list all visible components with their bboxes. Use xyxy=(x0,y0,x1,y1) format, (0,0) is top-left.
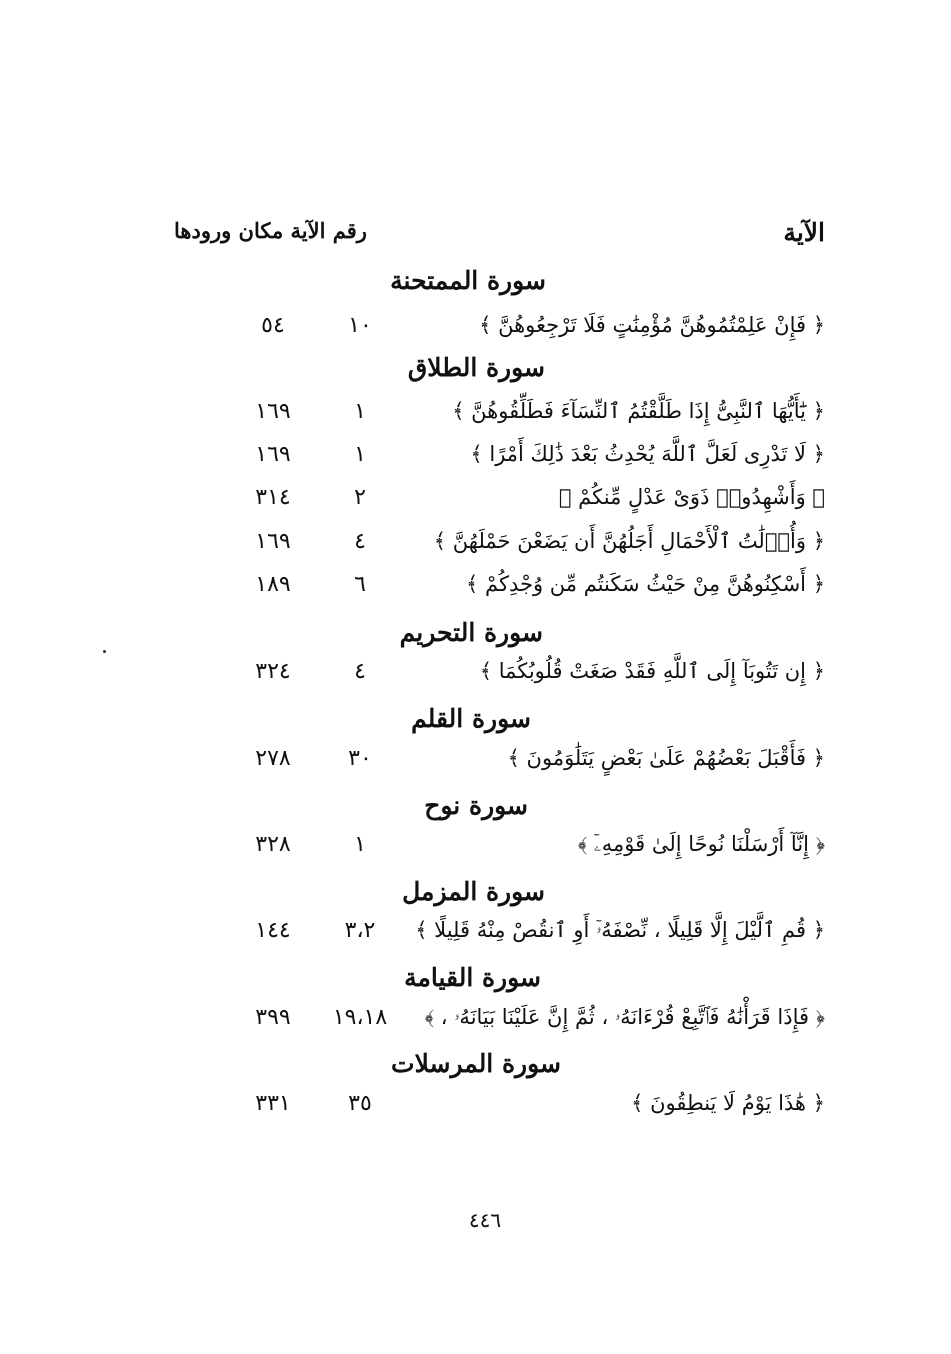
page-reference: ١٨٩ xyxy=(255,572,291,597)
page-reference: ٢٧٨ xyxy=(255,746,291,771)
page-reference: ٣٢٨ xyxy=(255,832,291,857)
verse-text: ﴿ يَٰٓأَيُّهَا ٱلنَّبِىُّ إِذَا طَلَّقْتُمُ ٱلنِّسَآءَ فَطَلِّقُوهُنَّ ﴾ xyxy=(452,399,825,423)
page-reference: ١٤٤ xyxy=(255,918,291,943)
page-number: ٤٤٦ xyxy=(468,1208,502,1232)
verse-text: ﴿ لَا تَدْرِى لَعَلَّ ٱللَّهَ يُحْدِثُ بَعْدَ ذَٰلِكَ أَمْرًا ﴾ xyxy=(470,442,825,466)
verse-text: ﴿ فَأَقْبَلَ بَعْضُهُمْ عَلَىٰ بَعْضٍ يَتَلَٰوَمُونَ ﴾ xyxy=(507,746,825,770)
ayah-number: ١ xyxy=(354,832,366,857)
column-header-ayah: الآية xyxy=(783,218,825,247)
surah-heading: سورة القيامة xyxy=(404,963,541,992)
ayah-number: ١ xyxy=(354,399,366,424)
page-reference: ٥٤ xyxy=(261,313,285,338)
page-reference: ٣١٤ xyxy=(255,485,291,510)
ayah-number: ٢ xyxy=(354,485,366,510)
verse-text: ﴿ قُمِ ٱلَّيْلَ إِلَّا قَلِيلًا ، نِّصْفَهُۥٓ أَوِ ٱنقُصْ مِنْهُ قَلِيلًا ﴾ xyxy=(415,918,825,942)
page-reference: ٣٢٤ xyxy=(255,659,291,684)
verse-text: ﴿ وَأُو۟لَٰتُ ٱلْأَحْمَالِ أَجَلُهُنَّ أَن يَضَعْنَ حَمْلَهُنَّ ﴾ xyxy=(433,529,825,553)
surah-heading: سورة الممتحنة xyxy=(390,266,546,295)
surah-heading: سورة المزمل xyxy=(402,877,545,906)
ayah-number: ٣٠ xyxy=(348,746,372,771)
ayah-number: ١٩،١٨ xyxy=(332,1005,388,1030)
verse-text: ﴿ فَإِذَا قَرَأْنَٰهُ فَٱتَّبِعْ قُرْءَانَهُۥ ، ثُمَّ إِنَّ عَلَيْنَا بَيَانَهُۥ ، ﴾ xyxy=(424,1005,825,1029)
verse-text: ﴿ إِن تَتُوبَآ إِلَى ٱللَّهِ فَقَدْ صَغَتْ قُلُوبُكُمَا ﴾ xyxy=(479,659,825,683)
surah-heading: سورة المرسلات xyxy=(391,1049,561,1078)
surah-heading: سورة نوح xyxy=(424,791,528,820)
page-reference: ٣٣١ xyxy=(255,1091,291,1116)
page-reference: ١٦٩ xyxy=(255,399,291,424)
surah-heading: سورة التحريم xyxy=(399,618,543,647)
ayah-number: ٣٥ xyxy=(348,1091,372,1116)
page-reference: ٣٩٩ xyxy=(255,1005,291,1030)
ayah-number: ١ xyxy=(354,442,366,467)
ayah-number: ٤ xyxy=(354,659,366,684)
page-reference: ١٦٩ xyxy=(255,529,291,554)
ayah-number: ٤ xyxy=(354,529,366,554)
surah-heading: سورة الطلاق xyxy=(407,353,545,382)
verse-text: ﴿ إِنَّآ أَرْسَلْنَا نُوحًا إِلَىٰ قَوْمِهِۦٓ ﴾ xyxy=(577,832,825,856)
verse-text: ﴿ فَإِنْ عَلِمْتُمُوهُنَّ مُؤْمِنَٰتٍ فَلَا تَرْجِعُوهُنَّ ﴾ xyxy=(479,313,825,337)
verse-text: ﴿ هَٰذَا يَوْمُ لَا يَنطِقُونَ ﴾ xyxy=(631,1091,825,1115)
column-header-ref: رقم الآية مكان ورودها xyxy=(174,218,367,243)
ayah-number: ٣،٢ xyxy=(344,918,376,943)
surah-heading: سورة القلم xyxy=(411,704,531,733)
ayah-number: ١٠ xyxy=(348,313,372,338)
verse-text: ﴿ أَسْكِنُوهُنَّ مِنْ حَيْثُ سَكَنتُم مِّن وُجْدِكُمْ ﴾ xyxy=(466,572,825,596)
verse-text: ﴿ وَأَشْهِدُوا۟ ذَوَىْ عَدْلٍ مِّنكُمْ ﴾ xyxy=(558,485,825,509)
speck-mark xyxy=(103,650,106,653)
ayah-number: ٦ xyxy=(354,572,366,597)
page-reference: ١٦٩ xyxy=(255,442,291,467)
